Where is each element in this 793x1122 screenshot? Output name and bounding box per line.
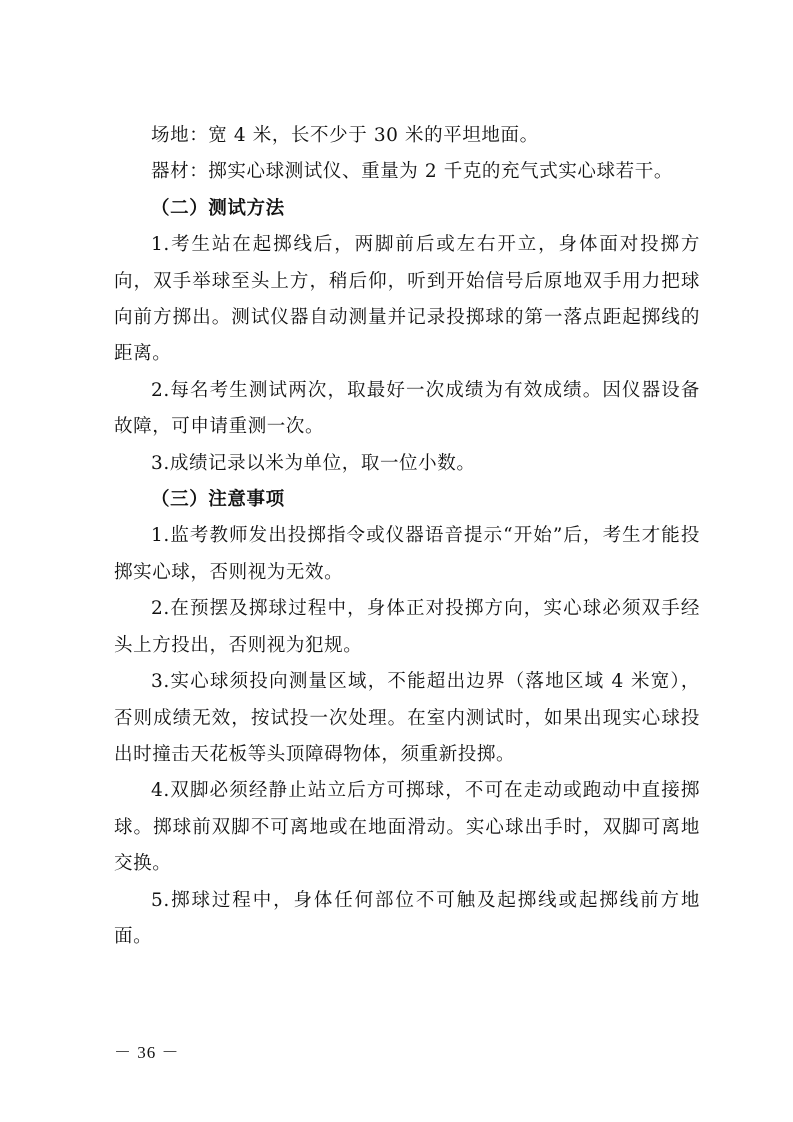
page-number: － 36 － (114, 1043, 180, 1062)
document-body (114, 118, 700, 955)
paragraph-note-2: 2.在预摆及掷球过程中，身体正对投掷方向，实心球必须双手经头上方投出，否则视为犯规。 (114, 598, 700, 656)
paragraph-method-1: 1.考生站在起掷线后，两脚前后或左右开立，身体面对投掷方向，双手举球至头上方，稍后仰，听到开始信号后原地双手用力把球向前方掷出。测试仪器自动测量并记录投掷球的第一落点距起掷线的距离。 (114, 234, 700, 365)
paragraph-method-2: 2.每名考生测试两次，取最好一次成绩为有效成绩。因仪器设备故障，可申请重测一次。 (114, 379, 700, 438)
paragraph-note-3: 3.实心球须投向测量区域，不能超出边界（落地区域 4 米宽），否则成绩无效，按试投一次处理。在室内测试时，如果出现实心球投出时撞击天花板等头顶障碍物体，须重新投掷。 (114, 671, 700, 765)
section-heading-notes: （三）注意事项 (151, 489, 285, 511)
paragraph-equipment: 器材：掷实心球测试仪、重量为 2 千克的充气式实心球若干。 (151, 161, 673, 183)
paragraph-method-3: 3.成绩记录以米为单位，取一位小数。 (151, 452, 476, 474)
section-heading-test-method: （二）测试方法 (151, 197, 285, 219)
paragraph-note-5: 5.掷球过程中，身体任何部位不可触及起掷线或起掷线前方地面。 (114, 889, 700, 947)
paragraph-note-1: 1.监考教师发出投掷指令或仪器语音提示“开始”后，考生才能投掷实心球，否则视为无效。 (114, 525, 700, 583)
paragraph-venue: 场地：宽 4 米，长不少于 30 米的平坦地面。 (151, 125, 539, 146)
paragraph-note-4: 4.双脚必须经静止站立后方可掷球，不可在走动或跑动中直接掷球。掷球前双脚不可离地或在地面滑动。实心球出手时，双脚可离地交换。 (114, 780, 700, 875)
